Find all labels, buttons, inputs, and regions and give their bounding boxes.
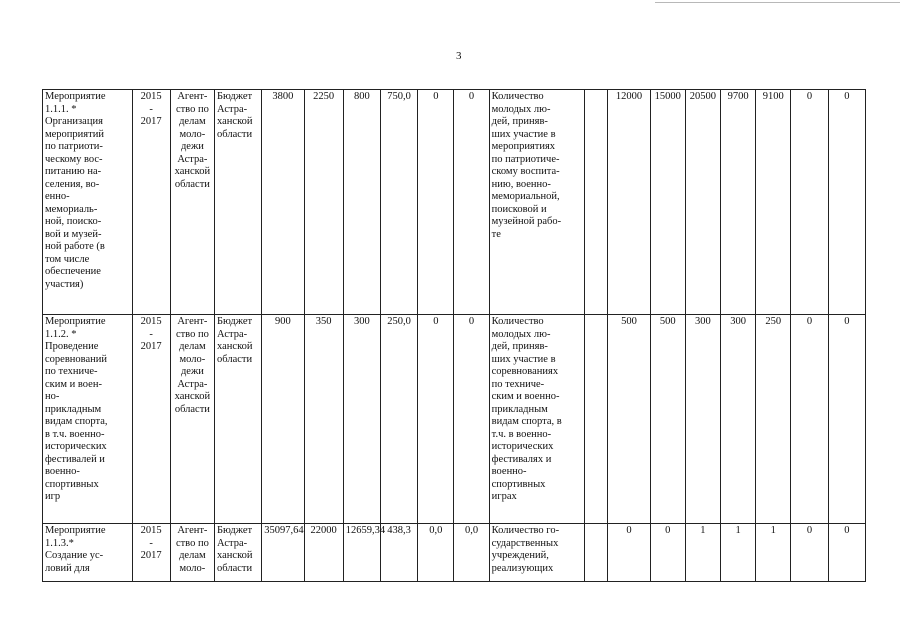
indicator-value-cell: 250 <box>756 315 791 524</box>
indicator-value-cell: 0 <box>608 524 650 582</box>
indicator-value-cell: 1 <box>721 524 756 582</box>
indicator-value-cell: 0 <box>650 524 685 582</box>
indicator-cell: Количество молодых лю- дей, приняв- ших участие в соревнованиях по техниче- ским и военно- прикладным видам спорта, в т.ч. в военно- исторических фестивалях и военно- спортивных играх <box>489 315 585 524</box>
source-cell: Бюджет Астра- ханской области <box>215 315 262 524</box>
indicator-value-cell: 500 <box>608 315 650 524</box>
funding-cell: 2250 <box>304 90 343 315</box>
event-cell: Мероприятие 1.1.2. * Проведение соревнований по техниче- ским и воен- но- прикладным видам спорта, в т.ч. военно- исторических фестивалей и военно- спортивных игр <box>43 315 133 524</box>
executor-cell: Агент- ство по делам моло- дежи Астра- ханской области <box>170 315 214 524</box>
table-row <box>43 524 866 582</box>
funding-cell: 350 <box>304 315 343 524</box>
indicator-value-cell: 1 <box>756 524 791 582</box>
funding-cell: 0 <box>418 90 454 315</box>
indicator-cell: Количество го- сударственных учреждений, реализующих <box>489 524 585 582</box>
indicator-value-cell: 0 <box>791 90 828 315</box>
page-number: 3 <box>456 50 462 62</box>
table-row <box>43 315 866 524</box>
funding-cell: 12659,34 <box>343 524 380 582</box>
funding-cell: 900 <box>262 315 304 524</box>
funding-cell: 0 <box>454 90 489 315</box>
funding-cell: 250,0 <box>381 315 418 524</box>
period-cell: 2015 - 2017 <box>132 315 170 524</box>
indicator-value-cell: 9700 <box>721 90 756 315</box>
source-cell: Бюджет Астра- ханской области <box>215 524 262 582</box>
indicator-value-cell: 0 <box>828 315 865 524</box>
blank-cell <box>585 315 608 524</box>
funding-cell: 0 <box>418 315 454 524</box>
indicator-value-cell: 0 <box>828 524 865 582</box>
source-cell: Бюджет Астра- ханской области <box>215 90 262 315</box>
funding-cell: 0,0 <box>454 524 489 582</box>
blank-cell <box>585 524 608 582</box>
indicator-value-cell: 1 <box>685 524 720 582</box>
indicator-value-cell: 9100 <box>756 90 791 315</box>
indicator-value-cell: 0 <box>828 90 865 315</box>
event-cell: Мероприятие 1.1.3.* Создание ус- ловий для <box>43 524 133 582</box>
blank-cell <box>585 90 608 315</box>
funding-cell: 3800 <box>262 90 304 315</box>
program-table <box>42 89 866 582</box>
executor-cell: Агент- ство по делам моло- дежи Астра- ханской области <box>170 90 214 315</box>
funding-cell: 438,3 <box>381 524 418 582</box>
funding-cell: 800 <box>343 90 380 315</box>
funding-cell: 0 <box>454 315 489 524</box>
indicator-value-cell: 300 <box>721 315 756 524</box>
event-cell: Мероприятие 1.1.1. * Организация мероприятий по патриоти- ческому вос- питанию на- селения, во- енно- мемориаль- ной, поиско- вой и музей- ной работе (в том числе обеспечение участия) <box>43 90 133 315</box>
funding-cell: 750,0 <box>381 90 418 315</box>
executor-cell: Агент- ство по делам моло- <box>170 524 214 582</box>
funding-cell: 0,0 <box>418 524 454 582</box>
indicator-value-cell: 300 <box>685 315 720 524</box>
indicator-value-cell: 0 <box>791 524 828 582</box>
indicator-value-cell: 15000 <box>650 90 685 315</box>
scan-artifact-line <box>655 2 900 3</box>
funding-cell: 300 <box>343 315 380 524</box>
indicator-value-cell: 20500 <box>685 90 720 315</box>
indicator-value-cell: 500 <box>650 315 685 524</box>
table-row <box>43 90 866 315</box>
funding-cell: 22000 <box>304 524 343 582</box>
period-cell: 2015 - 2017 <box>132 524 170 582</box>
indicator-cell: Количество молодых лю- дей, приняв- ших участие в мероприятиях по патриотиче- скому воспита- нию, военно- мемориальной, поисковой и музейной рабо- те <box>489 90 585 315</box>
indicator-value-cell: 12000 <box>608 90 650 315</box>
period-cell: 2015 - 2017 <box>132 90 170 315</box>
indicator-value-cell: 0 <box>791 315 828 524</box>
funding-cell: 35097,64 <box>262 524 304 582</box>
